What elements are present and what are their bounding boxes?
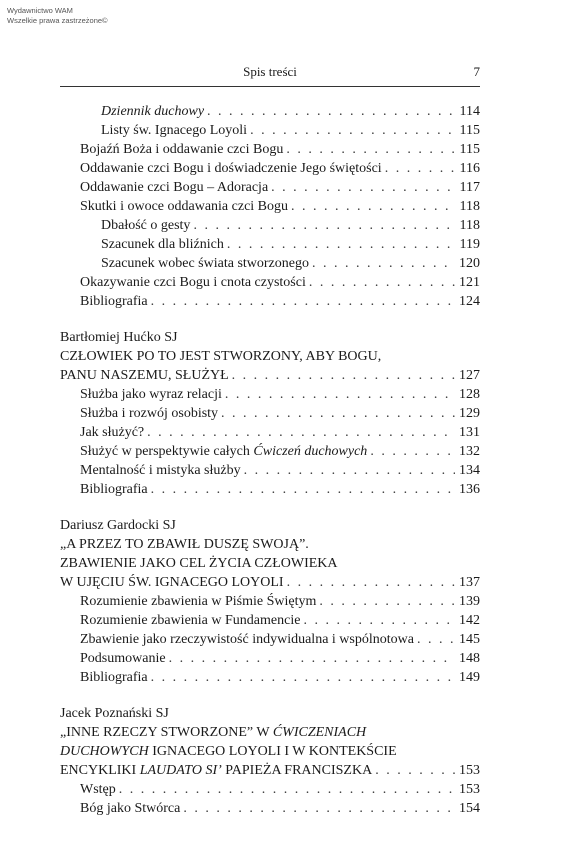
toc-entry[interactable]	[60, 668, 480, 687]
toc-entry-page: 128	[459, 387, 480, 402]
toc-entry-page: 131	[459, 425, 480, 440]
toc-entry[interactable]	[60, 423, 480, 442]
toc-entry-label: Listy św. Ignacego Loyoli	[101, 123, 248, 138]
title-part-italic: ĆWICZENIACH	[272, 725, 367, 740]
toc-entry-label: Szacunek dla bliźnich	[101, 237, 224, 252]
toc-entry[interactable]	[60, 592, 480, 611]
leader-dots	[303, 611, 455, 630]
toc-entry-label: Wstęp	[80, 782, 116, 797]
toc-entry-page: 139	[459, 594, 480, 609]
toc-entry-page: 117	[459, 180, 480, 195]
chapter-title-entry[interactable]	[60, 761, 480, 780]
toc-entry[interactable]	[60, 442, 480, 461]
toc-entry-label: Oddawanie czci Bogu i doświadczenie Jego świętości	[80, 161, 382, 176]
toc-entry-label: Bóg jako Stwórca	[80, 801, 181, 816]
running-header	[60, 64, 480, 84]
leader-dots	[250, 121, 455, 140]
toc-entry-page: 116	[459, 161, 480, 176]
toc-entry-label	[80, 442, 367, 461]
toc-entry-page: 149	[459, 670, 480, 685]
chapter-title-entry[interactable]	[60, 573, 480, 592]
chapter-author: Dariusz Gardocki SJ	[60, 518, 176, 533]
toc-entry-page: 118	[459, 199, 480, 214]
toc-entry[interactable]	[60, 611, 480, 630]
title-part-italic: DUCHOWYCH	[60, 744, 149, 759]
toc-entry-page: 120	[459, 256, 480, 271]
toc-entry-page: 119	[459, 237, 480, 252]
leader-dots	[183, 799, 455, 818]
chapter-author: Jacek Poznański SJ	[60, 706, 169, 721]
toc-entry-label: Mentalność i mistyka służby	[80, 463, 241, 478]
toc-entry[interactable]	[60, 630, 480, 649]
leader-dots	[232, 366, 455, 385]
toc-entry-label: Rozumienie zbawienia w Fundamencie	[80, 613, 301, 628]
toc-entry[interactable]	[60, 178, 480, 197]
toc-entry-page: 115	[459, 123, 480, 138]
toc-entry[interactable]	[60, 140, 480, 159]
chapter-title-line[interactable]: „A PRZEZ TO ZBAWIŁ DUSZĘ SWOJĄ”.	[60, 537, 309, 552]
section-gap	[60, 499, 480, 516]
toc-entry[interactable]	[60, 235, 480, 254]
toc-entry-page: 148	[459, 651, 480, 666]
header-rule	[60, 86, 480, 87]
leader-dots	[291, 197, 455, 216]
chapter-title-line	[60, 761, 372, 780]
leader-dots	[370, 442, 455, 461]
toc-entry[interactable]	[60, 197, 480, 216]
toc-entry[interactable]	[60, 385, 480, 404]
toc-entry-page: 136	[459, 482, 480, 497]
leader-dots	[286, 140, 455, 159]
chapter-title-line: PANU NASZEMU, SŁUŻYŁ	[60, 368, 229, 383]
toc-entry-label-part: Służyć w perspektywie całych	[80, 444, 254, 459]
leader-dots	[287, 573, 455, 592]
toc-entry[interactable]	[60, 102, 480, 121]
section-gap	[60, 687, 480, 704]
toc-entry[interactable]	[60, 273, 480, 292]
chapter-title-line[interactable]: CZŁOWIEK PO TO JEST STWORZONY, ABY BOGU,	[60, 349, 382, 364]
leader-dots	[151, 668, 455, 687]
title-part: IGNACEGO LOYOLI I W KONTEKŚCIE	[148, 744, 397, 759]
toc-entry-label: Rozumienie zbawienia w Piśmie Świętym	[80, 594, 317, 609]
toc-entry-label: Służba jako wyraz relacji	[80, 387, 222, 402]
toc-entry-page: 145	[459, 632, 480, 647]
toc-entry[interactable]	[60, 799, 480, 818]
leader-dots	[147, 423, 455, 442]
toc-entry-label: Służba i rozwój osobisty	[80, 406, 219, 421]
toc-entry-label: Jak służyć?	[80, 425, 145, 440]
toc-entry-label: Podsumowanie	[80, 651, 166, 666]
chapter-author: Bartłomiej Hućko SJ	[60, 330, 178, 345]
chapter-title-line[interactable]	[60, 742, 480, 761]
leader-dots	[151, 292, 455, 311]
chapter-page: 137	[459, 575, 480, 590]
toc-entry-page: 154	[459, 801, 480, 816]
toc-entry[interactable]	[60, 121, 480, 140]
chapter-title-line[interactable]	[60, 723, 480, 742]
leader-dots	[244, 461, 455, 480]
header-page-number: 7	[473, 64, 480, 79]
leader-dots	[319, 592, 455, 611]
toc-entry-page: 114	[459, 104, 480, 119]
leader-dots	[151, 480, 455, 499]
toc-entry-label: Oddawanie czci Bogu – Adoracja	[80, 180, 269, 195]
toc-entry[interactable]	[60, 404, 480, 423]
toc-entry[interactable]	[60, 292, 480, 311]
leader-dots	[193, 216, 455, 235]
title-part-italic: LAUDATO SI’	[139, 763, 222, 778]
toc-entry-label: Bibliografia	[80, 670, 148, 685]
title-part: ENCYKLIKI	[60, 763, 140, 778]
toc-entry[interactable]	[60, 461, 480, 480]
toc-entry-label: Bibliografia	[80, 482, 148, 497]
chapter-page: 153	[459, 763, 480, 778]
leader-dots	[225, 385, 455, 404]
toc-entry-label: Bibliografia	[80, 294, 148, 309]
toc-entry[interactable]	[60, 480, 480, 499]
toc-entry-page: 134	[459, 463, 480, 478]
toc-entry-label: Zbawienie jako rzeczywistość indywidualna i wspólnotowa	[80, 632, 414, 647]
header-title: Spis treści	[243, 64, 297, 79]
title-part: PAPIEŻA FRANCISZKA	[221, 763, 373, 778]
chapter-title-line: W UJĘCIU ŚW. IGNACEGO LOYOLI	[60, 575, 284, 590]
leader-dots	[309, 273, 455, 292]
toc-entry-label: Bojaźń Boża i oddawanie czci Bogu	[80, 142, 284, 157]
toc-entry-label: Dbałość o gesty	[101, 218, 191, 233]
toc-entry-label: Dziennik duchowy	[101, 104, 205, 119]
toc-entry[interactable]	[60, 649, 480, 668]
toc-entry-label: Szacunek wobec świata stworzonego	[101, 256, 309, 271]
leader-dots	[119, 780, 455, 799]
leader-dots	[227, 235, 455, 254]
leader-dots	[207, 102, 455, 121]
toc-entry[interactable]	[60, 254, 480, 273]
leader-dots	[169, 649, 455, 668]
leader-dots	[271, 178, 455, 197]
leader-dots	[375, 761, 455, 780]
toc-entry-label: Skutki i owoce oddawania czci Bogu	[80, 199, 289, 214]
chapter-title-line[interactable]: ZBAWIENIE JAKO CEL ŻYCIA CZŁOWIEKA	[60, 556, 338, 571]
toc-entry-page: 121	[459, 275, 480, 290]
leader-dots	[312, 254, 455, 273]
section-gap	[60, 311, 480, 328]
toc-entry[interactable]	[60, 159, 480, 178]
chapter-page: 127	[459, 368, 480, 383]
chapter-title-entry[interactable]	[60, 366, 480, 385]
watermark-line-2: Wszelkie prawa zastrzeżone©	[7, 16, 108, 25]
leader-dots	[385, 159, 455, 178]
toc-entry-page: 115	[459, 142, 480, 157]
watermark-line-1: Wydawnictwo WAM	[7, 6, 73, 15]
toc-entry-label: Okazywanie czci Bogu i cnota czystości	[80, 275, 306, 290]
toc-entry-page: 153	[459, 782, 480, 797]
toc-entry-page: 124	[459, 294, 480, 309]
leader-dots	[221, 404, 455, 423]
title-part: „INNE RZECZY STWORZONE” W	[60, 725, 273, 740]
toc-entry-label-italic: Ćwiczeń duchowych	[253, 444, 368, 459]
watermark	[7, 6, 108, 26]
toc-entry-page: 118	[459, 218, 480, 233]
toc-entry[interactable]	[60, 216, 480, 235]
table-of-contents	[60, 102, 480, 818]
toc-entry[interactable]	[60, 780, 480, 799]
toc-entry-page: 129	[459, 406, 480, 421]
toc-entry-page: 132	[459, 444, 480, 459]
leader-dots	[417, 630, 455, 649]
toc-entry-page: 142	[459, 613, 480, 628]
